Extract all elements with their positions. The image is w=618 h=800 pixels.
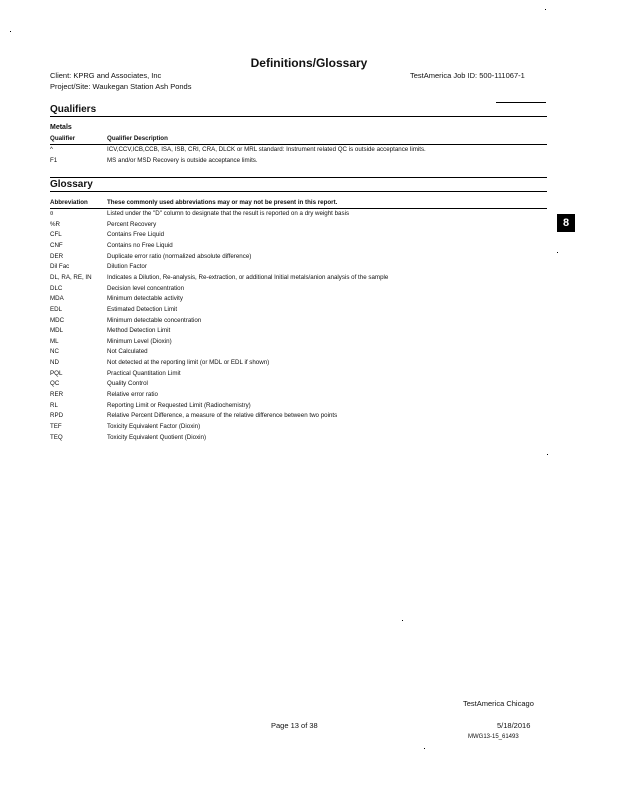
glossary-description: Percent Recovery <box>107 220 157 228</box>
glossary-description: Method Detection Limit <box>107 327 171 335</box>
glossary-row <box>50 327 550 337</box>
glossary-description: Quality Control <box>107 380 148 388</box>
glossary-row <box>50 306 550 316</box>
glossary-description: Relative error ratio <box>107 391 158 399</box>
glossary-abbreviation: PQL <box>50 369 63 377</box>
glossary-description: Toxicity Equivalent Factor (Dioxin) <box>107 423 201 430</box>
glossary-abbreviation: ML <box>50 337 59 345</box>
glossary-description: Minimum detectable concentration <box>107 316 202 324</box>
project-line: Project/Site: Waukegan Station Ash Ponds <box>50 82 192 91</box>
glossary-row <box>50 274 550 284</box>
qualifier-row <box>50 146 550 156</box>
glossary-description: Contains Free Liquid <box>107 231 165 239</box>
scan-speck <box>545 9 546 10</box>
glossary-description: Relative Percent Difference, a measure of the relative difference between two points <box>107 412 338 420</box>
glossary-row <box>50 210 550 220</box>
document-id: MWG13-15_61493 <box>468 734 519 740</box>
glossary-heading: Glossary <box>50 179 93 190</box>
client-line: Client: KPRG and Associates, Inc <box>50 71 162 80</box>
glossary-description: Decision level concentration <box>107 284 185 292</box>
qualifier-col-header: Qualifier <box>50 135 76 142</box>
qualifier-code: ^ <box>50 146 53 153</box>
glossary-abbreviation: CFL <box>50 231 62 239</box>
glossary-row <box>50 423 550 433</box>
glossary-description: Contains no Free Liquid <box>107 241 173 249</box>
glossary-abbreviation: DL, RA, RE, IN <box>50 273 92 281</box>
glossary-row <box>50 359 550 369</box>
glossary-row <box>50 370 550 380</box>
glossary-abbreviation: DER <box>50 252 64 260</box>
qualifier-row <box>50 157 550 167</box>
glossary-abbreviation: RPD <box>50 412 64 420</box>
glossary-abbreviation: ¤ <box>50 210 54 217</box>
glossary-abbreviation: MDA <box>50 295 64 303</box>
glossary-abbreviation: CNF <box>50 241 63 249</box>
short-rule <box>496 102 546 103</box>
glossary-description: Not detected at the reporting limit (or MDL or EDL if shown) <box>107 359 270 367</box>
glossary-abbreviation: RER <box>50 391 64 399</box>
glossary-abbreviation: EDL <box>50 305 63 313</box>
lab-name: TestAmerica Chicago <box>463 699 534 708</box>
glossary-row <box>50 434 550 444</box>
qualifier-header-rule <box>50 144 547 145</box>
scan-speck <box>547 454 548 455</box>
qualifiers-rule <box>50 116 547 117</box>
glossary-abbreviation: RL <box>50 401 58 409</box>
scan-speck <box>10 31 11 32</box>
glossary-note: These commonly used abbreviations may or may not be present in this report. <box>107 199 338 206</box>
abbreviation-col-header: Abbreviation <box>50 199 88 206</box>
glossary-row <box>50 295 550 305</box>
glossary-description: Indicates a Dilution, Re-analysis, Re-extraction, or additional Initial metals/anion analysis of the sample <box>107 273 389 281</box>
scan-speck <box>557 252 558 253</box>
report-date: 5/18/2016 <box>497 721 531 730</box>
qualifiers-heading: Qualifiers <box>50 104 97 115</box>
glossary-description: Listed under the "D" column to designate that the result is reported on a dry weight basis <box>107 210 350 217</box>
glossary-row <box>50 317 550 327</box>
glossary-abbreviation: MDL <box>50 327 64 335</box>
glossary-description: Estimated Detection Limit <box>107 305 178 313</box>
glossary-description: Minimum Level (Dioxin) <box>107 337 172 345</box>
glossary-description: Practical Quantitation Limit <box>107 369 181 377</box>
glossary-rule <box>50 191 547 192</box>
glossary-abbreviation: TEF <box>50 423 62 430</box>
glossary-description: Reporting Limit or Requested Limit (Radiochemistry) <box>107 401 251 409</box>
glossary-abbreviation: DLC <box>50 284 63 292</box>
glossary-row <box>50 253 550 263</box>
glossary-row <box>50 285 550 295</box>
glossary-description: Dilution Factor <box>107 263 147 271</box>
qualifier-desc-col-header: Qualifier Description <box>107 135 168 142</box>
scan-speck <box>402 620 403 621</box>
glossary-row <box>50 412 550 422</box>
glossary-row <box>50 402 550 412</box>
glossary-abbreviation: TEQ <box>50 433 63 441</box>
glossary-row <box>50 231 550 241</box>
qualifier-desc: ICV,CCV,ICB,CCB, ISA, ISB, CRI, CRA, DLCK or MRL standard: Instrument related QC is outside acceptance limits. <box>107 146 426 153</box>
metals-label: Metals <box>50 124 72 131</box>
glossary-abbreviation: ND <box>50 359 59 367</box>
glossary-header-rule <box>50 208 547 209</box>
glossary-abbreviation: %R <box>50 220 60 228</box>
glossary-row <box>50 380 550 390</box>
page-title: Definitions/Glossary <box>250 56 368 70</box>
section-tab: 8 <box>557 214 575 232</box>
glossary-description: Minimum detectable activity <box>107 295 183 303</box>
glossary-abbreviation: QC <box>50 380 60 388</box>
glossary-abbreviation: Dil Fac <box>50 263 70 271</box>
glossary-row <box>50 221 550 231</box>
page-number: Page 13 of 38 <box>271 721 318 730</box>
glossary-description: Toxicity Equivalent Quotient (Dioxin) <box>107 433 207 441</box>
job-id: TestAmerica Job ID: 500-111067-1 <box>410 71 525 80</box>
glossary-row <box>50 391 550 401</box>
scan-speck <box>424 748 425 749</box>
glossary-abbreviation: NC <box>50 348 59 356</box>
glossary-description: Not Calculated <box>107 348 148 356</box>
glossary-description: Duplicate error ratio (normalized absolute difference) <box>107 252 252 260</box>
qualifier-desc: MS and/or MSD Recovery is outside acceptance limits. <box>107 157 258 164</box>
qualifier-code: F1 <box>50 157 58 164</box>
glossary-abbreviation: MDC <box>50 316 65 324</box>
glossary-row <box>50 338 550 348</box>
glossary-row <box>50 348 550 358</box>
glossary-top-rule <box>50 177 547 178</box>
glossary-row <box>50 242 550 252</box>
glossary-row <box>50 263 550 273</box>
